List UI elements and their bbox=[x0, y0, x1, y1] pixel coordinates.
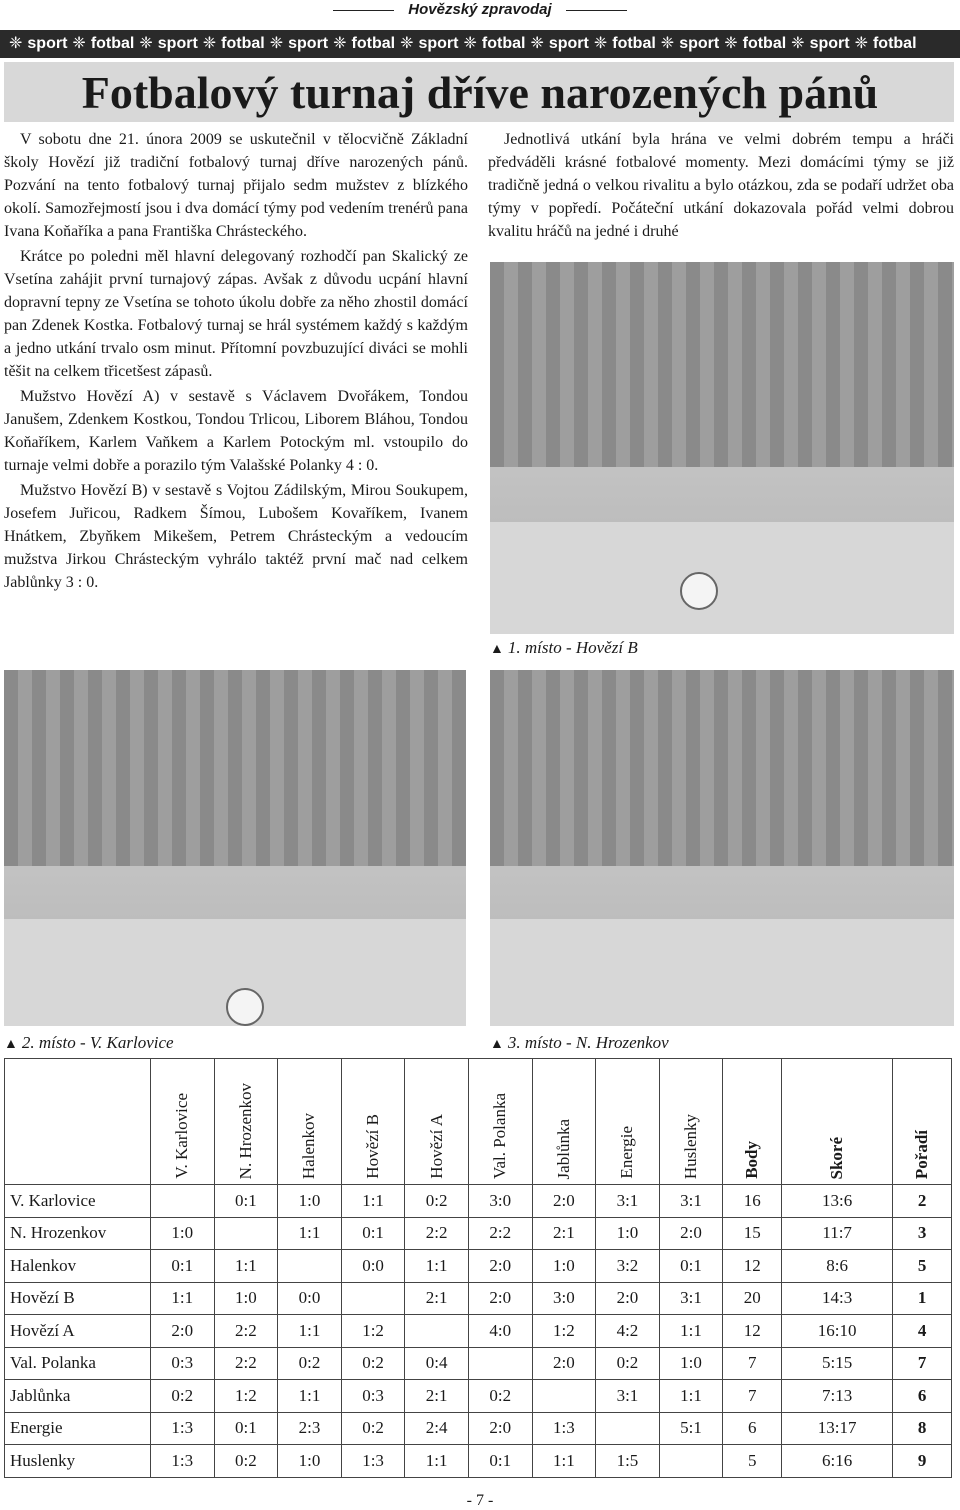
team-photo-second-place bbox=[4, 670, 466, 1026]
score-cell: 4:0 bbox=[468, 1315, 532, 1348]
photo-wall bbox=[4, 670, 466, 866]
ornament-icon: ❈ bbox=[139, 35, 153, 52]
score-cell: 5:15 bbox=[782, 1347, 893, 1380]
score-cell: 2:2 bbox=[405, 1217, 469, 1250]
publication-title bbox=[0, 1, 960, 18]
banner-word: fotbal bbox=[742, 35, 787, 52]
empty-cell bbox=[596, 1412, 660, 1445]
triangle-up-icon: ▲ bbox=[490, 1037, 504, 1052]
score-cell: 0:1 bbox=[214, 1412, 278, 1445]
score-cell: 1:0 bbox=[151, 1217, 215, 1250]
score-cell: 3:1 bbox=[659, 1282, 723, 1315]
triangle-up-icon: ▲ bbox=[490, 642, 504, 657]
caption-first-place-text: 1. místo - Hovězí B bbox=[507, 638, 638, 657]
banner-word: fotbal bbox=[481, 35, 526, 52]
ornament-icon: ❈ bbox=[660, 35, 675, 52]
banner-word: sport bbox=[809, 35, 850, 52]
team-name-cell: N. Hrozenkov bbox=[5, 1217, 151, 1250]
ornament-icon: ❈ bbox=[791, 35, 805, 52]
score-cell: 0:1 bbox=[341, 1217, 405, 1250]
score-cell: 3:0 bbox=[468, 1185, 532, 1218]
empty-cell bbox=[532, 1380, 596, 1413]
ornament-icon: ❈ bbox=[9, 35, 23, 52]
photo-floor bbox=[490, 919, 954, 1026]
ornament-icon: ❈ bbox=[724, 35, 738, 52]
article-left-column bbox=[4, 128, 468, 596]
banner-word: sport bbox=[418, 35, 459, 52]
caption-second-place bbox=[4, 1033, 174, 1055]
score-cell: 0:1 bbox=[214, 1185, 278, 1218]
table-row bbox=[5, 1282, 952, 1315]
column-header bbox=[596, 1059, 660, 1185]
caption-third-place-text: 3. místo - N. Hrozenkov bbox=[507, 1033, 669, 1052]
score-cell: 1:0 bbox=[596, 1217, 660, 1250]
column-header-label: Pořadí bbox=[912, 1129, 932, 1179]
column-header-label: V. Karlovice bbox=[172, 1093, 192, 1179]
score-cell: 5 bbox=[723, 1445, 782, 1478]
ornament-icon: ❈ bbox=[269, 35, 284, 52]
caption-third-place bbox=[490, 1033, 669, 1055]
column-header bbox=[278, 1059, 342, 1185]
team-name-cell: Hovězí B bbox=[5, 1282, 151, 1315]
team-photo-first-place bbox=[490, 262, 954, 634]
score-cell: 1:2 bbox=[214, 1380, 278, 1413]
photo-floor bbox=[490, 522, 954, 634]
column-header-label: Hovězí A bbox=[426, 1114, 446, 1179]
score-cell: 1:1 bbox=[278, 1217, 342, 1250]
score-cell: 2:0 bbox=[468, 1250, 532, 1283]
ornament-icon: ❈ bbox=[463, 35, 477, 52]
score-cell: 5 bbox=[893, 1250, 952, 1283]
ornament-icon: ❈ bbox=[202, 35, 217, 52]
empty-cell bbox=[659, 1445, 723, 1478]
photo-wall bbox=[490, 670, 954, 866]
score-cell: 2:2 bbox=[214, 1315, 278, 1348]
column-header bbox=[214, 1059, 278, 1185]
column-header-label: Skoré bbox=[827, 1136, 847, 1179]
score-cell: 14:3 bbox=[782, 1282, 893, 1315]
score-cell: 1:3 bbox=[151, 1412, 215, 1445]
score-cell: 20 bbox=[723, 1282, 782, 1315]
score-cell: 1 bbox=[893, 1282, 952, 1315]
column-header-label: Energie bbox=[617, 1126, 637, 1179]
team-name-cell: Jablůnka bbox=[5, 1380, 151, 1413]
score-cell: 15 bbox=[723, 1217, 782, 1250]
score-cell: 1:1 bbox=[341, 1185, 405, 1218]
score-cell: 0:2 bbox=[341, 1347, 405, 1380]
score-cell: 0:0 bbox=[341, 1250, 405, 1283]
column-header bbox=[468, 1059, 532, 1185]
column-header bbox=[532, 1059, 596, 1185]
table-row bbox=[5, 1412, 952, 1445]
score-cell: 13:6 bbox=[782, 1185, 893, 1218]
caption-second-place-text: 2. místo - V. Karlovice bbox=[21, 1033, 174, 1052]
score-cell: 6:16 bbox=[782, 1445, 893, 1478]
article-title: Fotbalový turnaj dříve narozených pánů bbox=[81, 67, 879, 118]
score-cell: 13:17 bbox=[782, 1412, 893, 1445]
score-cell: 2:3 bbox=[278, 1412, 342, 1445]
banner-word: sport bbox=[679, 35, 720, 52]
caption-first-place bbox=[490, 638, 638, 660]
score-cell: 2:1 bbox=[405, 1282, 469, 1315]
team-name-cell: V. Karlovice bbox=[5, 1185, 151, 1218]
column-header bbox=[782, 1059, 893, 1185]
column-header-label: Hovězí B bbox=[363, 1114, 383, 1179]
score-cell: 1:1 bbox=[659, 1380, 723, 1413]
article-paragraph: V sobotu dne 21. února 2009 se uskutečnil v tělocvičně Základní školy Hovězí již tradiční fotbalový turnaj dříve narozených pánů. Pozvání na tento fotbalový turnaj přijalo sedm mužstev z blízkého okolí. Samozřejmostí jsou i dva domácí týmy pod vedením trenérů pana Ivana Koňaříka a pana Františka Chrásteckého. bbox=[4, 131, 468, 240]
team-name-cell: Huslenky bbox=[5, 1445, 151, 1478]
score-cell: 1:1 bbox=[659, 1315, 723, 1348]
table-row bbox=[5, 1445, 952, 1478]
ornament-icon: ❈ bbox=[400, 35, 414, 52]
score-cell: 1:1 bbox=[151, 1282, 215, 1315]
score-cell: 0:2 bbox=[341, 1412, 405, 1445]
column-header-label: Body bbox=[742, 1141, 762, 1179]
column-header bbox=[723, 1059, 782, 1185]
score-cell: 7 bbox=[723, 1347, 782, 1380]
banner-word: sport bbox=[27, 35, 68, 52]
ornament-icon: ❈ bbox=[854, 35, 868, 52]
score-cell: 2 bbox=[893, 1185, 952, 1218]
score-cell: 2:0 bbox=[468, 1282, 532, 1315]
score-cell: 8 bbox=[893, 1412, 952, 1445]
score-cell: 2:0 bbox=[532, 1347, 596, 1380]
score-cell: 4:2 bbox=[596, 1315, 660, 1348]
sport-banner bbox=[0, 30, 960, 58]
column-header bbox=[341, 1059, 405, 1185]
score-cell: 1:2 bbox=[341, 1315, 405, 1348]
banner-word: sport bbox=[288, 35, 329, 52]
score-cell: 3:2 bbox=[596, 1250, 660, 1283]
column-header-label: Huslenky bbox=[681, 1113, 701, 1179]
score-cell: 16:10 bbox=[782, 1315, 893, 1348]
score-cell: 1:0 bbox=[278, 1445, 342, 1478]
empty-cell bbox=[278, 1250, 342, 1283]
football-icon bbox=[226, 988, 264, 1026]
empty-cell bbox=[151, 1185, 215, 1218]
score-cell: 3:1 bbox=[596, 1185, 660, 1218]
score-cell: 7:13 bbox=[782, 1380, 893, 1413]
table-row bbox=[5, 1315, 952, 1348]
score-cell: 2:0 bbox=[468, 1412, 532, 1445]
score-cell: 2:0 bbox=[596, 1282, 660, 1315]
column-header bbox=[405, 1059, 469, 1185]
table-row bbox=[5, 1217, 952, 1250]
team-name-cell: Energie bbox=[5, 1412, 151, 1445]
ornament-icon: ❈ bbox=[593, 35, 608, 52]
table-row bbox=[5, 1185, 952, 1218]
article-paragraph: Mužstvo Hovězí A) v sestavě s Václavem Dvořákem, Tondou Janušem, Zdenkem Kostkou, Tondou Trlicou, Liborem Bláhou, Tondou Koňaříkem, Karlem Vaňkem a Karlem Potockým ml. vstoupilo do turnaje velmi dobře a porazilo tým Valašské Polanky 4 : 0. bbox=[4, 388, 468, 474]
score-cell: 1:1 bbox=[278, 1380, 342, 1413]
score-cell: 0:0 bbox=[278, 1282, 342, 1315]
score-cell: 1:1 bbox=[405, 1250, 469, 1283]
score-cell: 6 bbox=[723, 1412, 782, 1445]
score-cell: 1:3 bbox=[151, 1445, 215, 1478]
score-cell: 4 bbox=[893, 1315, 952, 1348]
score-cell: 12 bbox=[723, 1250, 782, 1283]
score-cell: 1:1 bbox=[532, 1445, 596, 1478]
column-header-label: Val. Polanka bbox=[490, 1093, 510, 1179]
triangle-up-icon: ▲ bbox=[4, 1037, 18, 1052]
tournament-results-table bbox=[4, 1058, 952, 1478]
score-cell: 0:2 bbox=[278, 1347, 342, 1380]
score-cell: 7 bbox=[893, 1347, 952, 1380]
team-name-cell: Halenkov bbox=[5, 1250, 151, 1283]
article-right-paragraph: Jednotlivá utkání byla hrána ve velmi dobrém tempu a hráči předváděli krásné fotbalové momenty. Mezi domácími týmy se již tradičně jedná o velkou rivalitu a bylo otázkou, zda se podaří udržet oba týmy v popředí. Počáteční utkání dokazovala pořád velmi dobrou kvalitu hráčů na jedné i druhé bbox=[488, 131, 954, 240]
score-cell: 0:1 bbox=[659, 1250, 723, 1283]
table-corner bbox=[5, 1059, 151, 1185]
column-header-label: Jablůnka bbox=[553, 1118, 573, 1179]
ornament-icon: ❈ bbox=[530, 35, 544, 52]
page-header bbox=[0, 0, 960, 26]
score-cell: 2:0 bbox=[151, 1315, 215, 1348]
banner-word: fotbal bbox=[612, 35, 656, 52]
banner-word: fotbal bbox=[872, 35, 917, 52]
score-cell: 0:2 bbox=[468, 1380, 532, 1413]
column-header bbox=[659, 1059, 723, 1185]
score-cell: 0:4 bbox=[405, 1347, 469, 1380]
football-icon bbox=[680, 572, 718, 610]
score-cell: 3:1 bbox=[659, 1185, 723, 1218]
ornament-icon: ❈ bbox=[333, 35, 347, 52]
publication-title-text: Hovězský zpravodaj bbox=[394, 1, 565, 18]
score-cell: 0:2 bbox=[151, 1380, 215, 1413]
empty-cell bbox=[468, 1347, 532, 1380]
score-cell: 3 bbox=[893, 1217, 952, 1250]
team-name-cell: Val. Polanka bbox=[5, 1347, 151, 1380]
score-cell: 1:5 bbox=[596, 1445, 660, 1478]
banner-word: fotbal bbox=[90, 35, 135, 52]
score-cell: 5:1 bbox=[659, 1412, 723, 1445]
empty-cell bbox=[405, 1315, 469, 1348]
score-cell: 2:2 bbox=[468, 1217, 532, 1250]
score-cell: 0:3 bbox=[151, 1347, 215, 1380]
score-cell: 16 bbox=[723, 1185, 782, 1218]
score-cell: 2:0 bbox=[659, 1217, 723, 1250]
photo-wall bbox=[490, 262, 954, 467]
score-cell: 2:1 bbox=[532, 1217, 596, 1250]
empty-cell bbox=[341, 1282, 405, 1315]
score-cell: 1:2 bbox=[532, 1315, 596, 1348]
score-cell: 2:0 bbox=[532, 1185, 596, 1218]
banner-word: sport bbox=[548, 35, 589, 52]
ornament-icon: ❈ bbox=[72, 35, 86, 52]
results-body bbox=[5, 1185, 952, 1478]
score-cell: 0:2 bbox=[214, 1445, 278, 1478]
score-cell: 0:3 bbox=[341, 1380, 405, 1413]
score-cell: 6 bbox=[893, 1380, 952, 1413]
score-cell: 0:2 bbox=[596, 1347, 660, 1380]
column-header-label: N. Hrozenkov bbox=[235, 1082, 255, 1179]
score-cell: 8:6 bbox=[782, 1250, 893, 1283]
table-row bbox=[5, 1380, 952, 1413]
team-name-cell: Hovězí A bbox=[5, 1315, 151, 1348]
score-cell: 2:2 bbox=[214, 1347, 278, 1380]
table-row bbox=[5, 1250, 952, 1283]
banner-word: fotbal bbox=[221, 35, 265, 52]
score-cell: 1:3 bbox=[532, 1412, 596, 1445]
score-cell: 12 bbox=[723, 1315, 782, 1348]
score-cell: 1:3 bbox=[341, 1445, 405, 1478]
article-right-column bbox=[488, 128, 954, 245]
score-cell: 3:1 bbox=[596, 1380, 660, 1413]
score-cell: 2:4 bbox=[405, 1412, 469, 1445]
empty-cell bbox=[214, 1217, 278, 1250]
score-cell: 0:1 bbox=[468, 1445, 532, 1478]
article-paragraph: Mužstvo Hovězí B) v sestavě s Vojtou Zádilským, Mirou Soukupem, Josefem Juřicou, Radkem Šímou, Lubošem Kovaříkem, Ivanem Hnátkem, Zbyňkem Mikešem, Petrem Chrásteckým a vedoucím mužstva Jirkou Chrásteckým vyhrálo taktéž první mač nad celkem Jablůnky 3 : 0. bbox=[4, 482, 468, 591]
score-cell: 11:7 bbox=[782, 1217, 893, 1250]
score-cell: 0:2 bbox=[405, 1185, 469, 1218]
score-cell: 1:1 bbox=[405, 1445, 469, 1478]
score-cell: 7 bbox=[723, 1380, 782, 1413]
score-cell: 1:0 bbox=[214, 1282, 278, 1315]
banner-word: sport bbox=[157, 35, 198, 52]
score-cell: 1:0 bbox=[278, 1185, 342, 1218]
results-header-row bbox=[5, 1059, 952, 1185]
team-photo-third-place bbox=[490, 670, 954, 1026]
score-cell: 9 bbox=[893, 1445, 952, 1478]
score-cell: 3:0 bbox=[532, 1282, 596, 1315]
score-cell: 1:0 bbox=[532, 1250, 596, 1283]
column-header-label: Halenkov bbox=[299, 1112, 319, 1179]
banner-word: fotbal bbox=[351, 35, 396, 52]
score-cell: 0:1 bbox=[151, 1250, 215, 1283]
score-cell: 1:1 bbox=[214, 1250, 278, 1283]
score-cell: 1:1 bbox=[278, 1315, 342, 1348]
article-paragraph: Krátce po poledni měl hlavní delegovaný rozhodčí pan Skalický ze Vsetína zahájit první turnajový zápas. Avšak z důvodu ucpání hlavní dopravní tepny ze Vsetína se tohoto úkolu dobře za něho zhostil domácí pan Zdenek Kostka. Fotbalový turnaj se hrál systémem každý s každým a jedno utkání trvalo osm minut. Přítomní povzbuzující diváci se mohli těšit na celkem třicetšest zápasů. bbox=[4, 248, 468, 380]
column-header bbox=[893, 1059, 952, 1185]
page-number: - 7 - bbox=[466, 1492, 494, 1509]
score-cell: 1:0 bbox=[659, 1347, 723, 1380]
score-cell: 2:1 bbox=[405, 1380, 469, 1413]
column-header bbox=[151, 1059, 215, 1185]
table-row bbox=[5, 1347, 952, 1380]
